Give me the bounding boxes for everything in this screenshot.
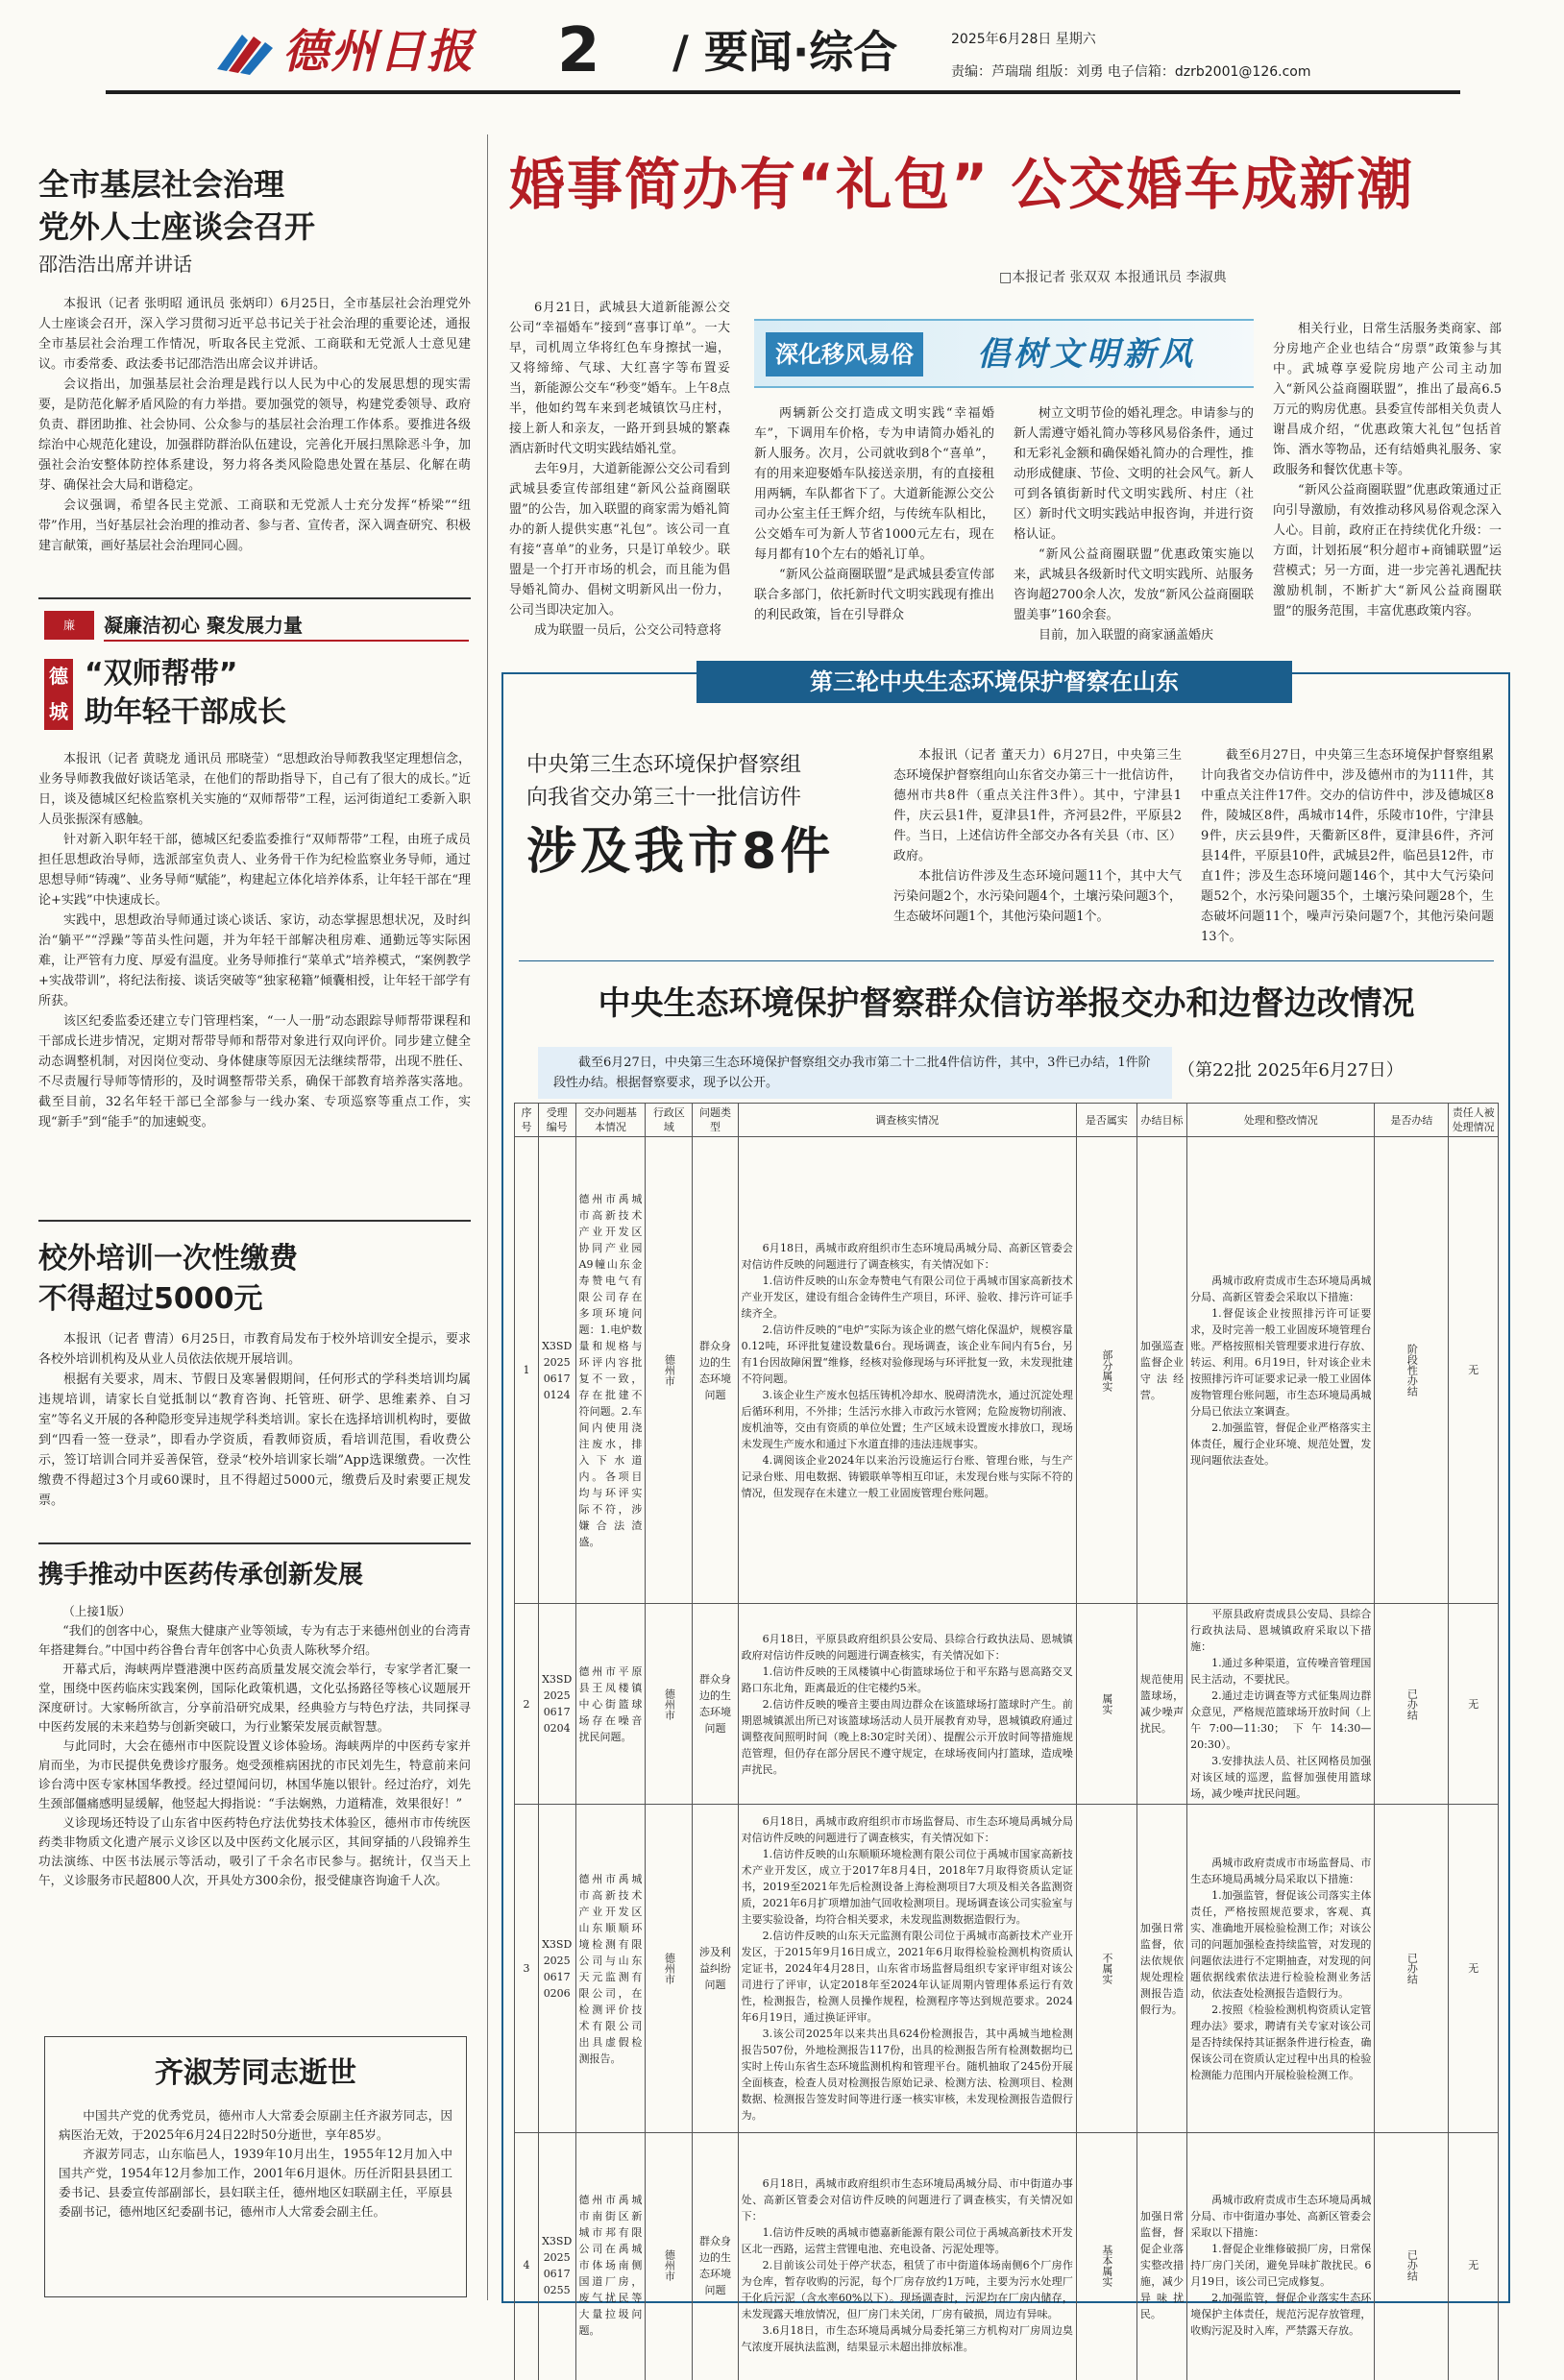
paragraph: 去年9月，大道新能源公交公司看到武城县委宣传部组建“新风公益商圈联盟”的公告，加入联盟的商家需为婚礼简办的新人提供实惠“礼包”。该公司一直有接“喜单”的业务，只是订单较少。联盟是一个打开市场的机会，而且能为倡导婚礼简办、倡树文明新风出一份力，公司当即决定加入。 [509,459,730,620]
article-body [754,403,994,625]
completion-goal: 加强日常监督，依法依规依规处理检测报告造假行为。 [1136,1805,1186,2133]
cell-paragraph: 3.该企业生产废水包括压铸机冷却水、脱碍清洗水，通过沉淀处理后循环利用，不外排；生活污水排入市政污水管网；危险废物切削液、废机油等，交由有资质的单位处置；生产区域未设置废水排放口，现场未发现生产废水和通过下水道直排的违法违规事实。 [742,1387,1073,1452]
paragraph: 本报讯（记者 董天力）6月27日，中央第三生态环境保护督察组向山东省交办第三十一批信访件，德州市共8件（重点关注件3件）。其中，宁津县1件，庆云县1件，夏津县1件，齐河县2件，平原县2件。当日，上述信访件全部交办各有关县（市、区）政府。 [893,745,1182,866]
region-cell-text: 德州市 [662,1953,675,1984]
cell-paragraph: 1.加强监管，督促该公司落实主体责任，严格按照规范要求，客观、真实、准确地开展检验检测工作；对该公司的问题加强检查持续监管，对发现的问题依法进行不定期抽查，对发现的问题依据线索依法进行检验检测业务活动，依法查处检测报告造假行为。 [1190,1887,1371,2002]
investigation-detail [738,1137,1076,1604]
paragraph: 本报讯（记者 张明昭 通讯员 张炳印）6月25日，全市基层社会治理党外人士座谈会召开，深入学习贯彻习近平总书记关于社会治理的重要论述，通报全市基层社会治理工作情况，听取各民主党派、工商联和无党派人士意见建议。市委常委、政法委书记邵浩浩出席会议并讲话。 [38,294,471,375]
article-tutoring-fees [38,1239,471,1511]
handling-detail [1187,1137,1375,1604]
article-body [38,294,471,556]
receipt-id: X3SD202506170255 [538,2133,575,2380]
obituary-title: 齐淑芳同志逝世 [45,2052,466,2095]
cell-paragraph: 1.通过多种渠道，宣传噪音管理国民主活动，不要扰民。 [1190,1655,1371,1688]
article-body [38,1329,471,1511]
paragraph: 6月21日，武城县大道新能源公交公司“幸福婚车”接到“喜事订单”。一大早，司机周立华将红色车身擦拭一遍，又将缔缔、气球、大红喜字等布置妥当，新能源公交车“秒变”婚车。上午8点半，他如约驾车来到老城镇饮马庄村，接上新人和亲友，一路开到县城的繁森酒店新时代文明实践结婚礼堂。 [509,298,730,459]
header-cell: 行政区域 [646,1104,693,1137]
completion-status [1375,1604,1449,1805]
table-row [515,1604,1499,1805]
completion-status-text: 已办结 [1405,1953,1418,1984]
header-cell: 处理和整改情况 [1187,1104,1375,1137]
section-rule [38,1542,471,1544]
wedding-column-2 [754,403,994,625]
cell-paragraph: 1.信访件反映的禹城市德嘉新能源有限公司位于禹城高新技术开发区北一西路，运营主营锂电池、充电设备、污泥处理等。 [742,2224,1073,2257]
completion-goal: 加强巡查监督企业守法经营。 [1136,1137,1186,1604]
newspaper-logo [213,25,540,79]
issue-date: 2025年6月28日 星期六 [951,29,1096,48]
row-number: 2 [515,1604,539,1805]
page-number: 2 [557,17,600,85]
issue-summary: 德州市禹城市高新技术产业开发区山东顺顺环境检测有限公司与山东天元监测有限公司，在检测评价技术有限公司出具虚假检测报告。 [575,1805,646,2133]
paragraph: “新风公益商圈联盟”优惠政策实施以来，武城县各级新时代文明实践所、站服务咨询超2700余人次，发放“新风公益商圈联盟美事”160余套。 [1014,545,1254,625]
handling-detail [1187,2133,1375,2380]
article-title-line1: 全市基层社会治理 [38,163,471,206]
column-banner [44,609,471,642]
responsible-status: 无 [1449,1805,1499,2133]
header-cell: 交办问题基本情况 [575,1104,646,1137]
column-logo-icon: 廉 [44,611,94,640]
article-body [509,298,730,641]
responsible-status: 无 [1449,1137,1499,1604]
report-intro: 截至6月27日，中央第三生态环境保护督察组交办我市第二十二批4件信访件，其中，3件已办结，1件阶段性办结。根据督察要求，现予以公开。 [538,1047,1172,1099]
paragraph: 本报讯（记者 黄晓龙 通讯员 邢晓莹）“思想政治导师教我坚定理想信念，业务导师教我做好谈话笔录，在他们的帮助指导下，自己有了很大的成长。”近日，谈及德城区纪检监察机关实施的“双师帮带”工程，运河街道纪工委新入职人员张振深有感触。 [38,749,471,830]
receipt-id: X3SD202506170204 [538,1604,575,1805]
region-cell [646,1137,693,1604]
wedding-byline: □本报记者 张双双 本报通讯员 李淑典 [999,267,1227,286]
article-body [38,749,471,1132]
logo-wing-icon [213,27,277,77]
verified-status [1076,1137,1136,1604]
masthead [0,0,1564,96]
region-cell [646,1805,693,2133]
cell-paragraph: 1.信访件反映的山东顺顺环境检测有限公司位于禹城市国家高新技术产业开发区，成立于2017年8月4日，2018年7月取得资质认定证书，2019至2021年先后检测设备上海检测项目7大项及相关各监测资质，2021年6月扩项增加油气回收检测项目。现场调查该公司实验室与主要实验设备，均符合相关要求，未发现监测数据造假行为。 [742,1846,1073,1928]
cell-paragraph: 2.加强监管，督促企业严格落实主体责任，履行企业环境、规范处置，发现问题依法查处。 [1190,1420,1371,1469]
receipt-id: X3SD202506170124 [538,1137,575,1604]
article-title-line1: 校外培训一次性缴费 [38,1239,471,1279]
paragraph: 截至6月27日，中央第三生态环境保护督察组累计向我省交办信访件中，涉及德州市的为111件，其中重点关注件17件。交办的信访件中，涉及德城区8件，陵城区8件，禹城市14件，乐陵市10件，宁津县9件，庆云县9件，天衢新区8件，夏津县6件，齐河县14件，平原县10件，武城县2件，临邑县12件，市直1件；涉及生态环境问题146个，其中大气污染问题52个，水污染问题35个，土壤污染问题28个，生态破坏问题11个，噪声污染问题7个，其他污染问题13个。 [1201,745,1494,947]
wedding-column-3 [1014,403,1254,645]
obituary-body [45,2106,466,2222]
completion-goal: 加强日常监督，督促企业落实整改措施，减少异味扰民。 [1136,2133,1186,2380]
header-cell: 是否属实 [1076,1104,1136,1137]
completion-status [1375,1805,1449,2133]
cell-paragraph: 2.通过走访调查等方式征集周边群众意见，严格规范篮球场开放时间（上午7:00—11:30；下午14:30—20:30）。 [1190,1688,1371,1753]
table-row [515,2133,1499,2380]
article-title-line2: 党外人士座谈会召开 [38,206,471,248]
cell-paragraph: 1.督促企业维修破损厂房，日常保持厂房门关闭，避免异味扩散扰民。6月19日，该公司已完成修复。 [1190,2241,1371,2290]
inspection-headline-block [526,749,892,889]
badge-char: 城 [44,694,73,730]
cell-paragraph: 禹城市政府责成市市场监督局、市生态环境局禹城分局采取以下措施： [1190,1855,1371,1887]
inspection-deck-line1: 中央第三生态环境保护督察组 [526,749,892,782]
header-cell: 责任人被处理情况 [1449,1104,1499,1137]
completion-status [1375,1137,1449,1604]
table-body [515,1137,1499,2380]
verified-status-text: 基本属实 [1100,2245,1113,2287]
header-rule [106,90,1460,94]
cell-paragraph: 2.信访件反映的“电炉”实际为该企业的燃气熔化保温炉，规模容量0.12吨，环评批复建设数量6台。现场调查，该企业车间内有5台，另有1台因故障闲置“维修，经核对验修现场与环评批复一致，未发现批建不符问题。 [742,1322,1073,1387]
logo-text: 德州日报 [282,25,540,79]
responsible-status: 无 [1449,1604,1499,1805]
receipt-id: X3SD202506170206 [538,1805,575,2133]
article-title-line2: 不得超过5000元 [38,1279,471,1320]
issue-summary: 德州市禹城市高新技术产业开发区协同产业园A9幢山东金寿赞电气有限公司存在多项环境问题：1.电炉数量和规格与环评内容批复不一致，存在批建不符问题。2.车间内使用浇注废水，排入下水道内。各项目均与环评实际不符，涉嫌合法渣盛。 [575,1137,646,1604]
cell-paragraph: 6月18日，禹城市政府组织市市场监督局、市生态环境局禹城分局对信访件反映的问题进行了调查核实，有关情况如下： [742,1813,1073,1846]
row-number: 1 [515,1137,539,1604]
completion-status-text: 阶段性办结 [1405,1344,1418,1396]
badge-char: 德 [44,659,73,694]
header-cell: 问题类型 [693,1104,738,1137]
banner-left-text: 深化移风易俗 [766,332,923,376]
inspection-headline: 涉及我市8件 [526,814,892,889]
inspection-deck-line2: 向我省交办第三十一批信访件 [526,782,892,814]
region-cell [646,2133,693,2380]
cell-paragraph: 6月18日，禹城市政府组织市生态环境局禹城分局、高新区管委会对信访件反映的问题进行了调查核实，有关情况如下： [742,1240,1073,1273]
issue-summary: 德州市平原县王凤楼镇中心街篮球场存在噪音扰民问题。 [575,1604,646,1805]
completion-goal: 规范使用篮球场，减少噪声扰民。 [1136,1604,1186,1805]
paragraph: 中国共产党的优秀党员，德州市人大常委会原副主任齐淑芳同志，因病医治无效，于2025年6月24日22时50分逝世，享年85岁。 [59,2106,452,2145]
article-dual-mentor [38,655,471,1132]
cell-paragraph: 2.信访件反映的山东天元监测有限公司位于禹城市高新技术产业开发区，于2015年9月16日成立，2021年6月取得检验检测机构资质认定证书，2024年4月28日，山东省市场监督局组织专家评审组对该公司进行了评审，认定2018年至2024年认证周期内管理体系运行有效性，检测报告，检测人员操作规程，检测程序等达到规范要求。2024年6月19日，通过换证评审。 [742,1928,1073,2026]
region-cell [646,1604,693,1805]
paragraph: 根据有关要求，周末、节假日及寒暑假期间，任何形式的学科类培训均属违规培训，请家长自觉抵制以“教育咨询、托管班、研学、思维素养、自习室”等名义开展的各种隐形变异违规学科类培训。家长在选择培训机构时，要做到“四看一签一登录”，即看办学资质，看教师资质，看培训范围，看收费公示，签订培训合同并妥善保管，登录“校外培训家长端”App选课缴费。一次性缴费不得超过3个月或60课时，且不得超过5000元，缴费后及时索要正规发票。 [38,1370,471,1511]
cell-paragraph: 2.信访件反映的噪音主要由周边群众在该篮球场打篮球时产生。前期恩城镇派出所已对该篮球场活动人员开展教育劝导，恩城镇政府通过调整夜间照明时间（晚上8:30定时关闭）、提醒公示开放时间等措施规范管理，但仍存在部分居民不遵守规定，在球场夜间内打篮球，造成噪声扰民。 [742,1696,1073,1778]
header-cell: 序号 [515,1104,539,1137]
cell-paragraph: 6月18日，平原县政府组织县公安局、县综合行政执法局、恩城镇政府对信访件反映的问题进行调查核实，有关情况如下： [742,1631,1073,1664]
report-batch: （第22批 2025年6月27日） [1178,1056,1404,1085]
investigation-detail [738,1805,1076,2133]
cell-paragraph: 平原县政府责成县公安局、县综合行政执法局、恩城镇政府采取以下措施： [1190,1606,1371,1655]
paragraph: 相关行业，日常生活服务类商家、部分房地产企业也结合“房票”政策参与其中。武城尊享爱院房地产公司主动加入“新风公益商圈联盟”，推出了最高6.5万元的购房优惠。县委宣传部相关负责人谢昌成介绍，“优惠政策大礼包”包括首饰、酒水等物品，还有结婚典礼服务、家政服务和餐饮优惠卡等。 [1273,319,1502,480]
table-header-row [515,1104,1499,1137]
paragraph: 齐淑芳同志，山东临邑人，1939年10月出生，1955年12月加入中国共产党，1954年12月参加工作，2001年6月退休。历任沂阳县县团工委书记、县委宣传部副部长，县妇联主任，德州地区妇联副主任，平原县委副书记，德州地区纪委副书记，德州市人大常委会副主任。 [59,2145,452,2222]
region-cell-text: 德州市 [662,1688,675,1720]
cell-paragraph: 禹城市政府责成市生态环境局禹城分局、高新区管委会采取以下措施： [1190,1273,1371,1305]
paragraph: 针对新入职年轻干部，德城区纪委监委推行“双师帮带”工程，由班子成员担任思想政治导师，选派部室负责人、业务骨干作为纪检监察业务导师，通过思想导师“铸魂”、业务导师“赋能”，构建起立体化培养体系，让年轻干部在“理论+实践”中快速成长。 [38,830,471,911]
paragraph: 开幕式后，海峡两岸暨港澳中医药高质量发展交流会举行，专家学者汇聚一堂，围绕中医药临床实践案例，国际化政策机遇，文化弘扬路径等核心议题展开深度研讨。大家畅所欲言，分享前沿研究成果，经典验方与特色疗法，共同探寻中医药发展的未来趋势与创新突破口，为行业繁荣发展贡献智慧。 [38,1660,471,1736]
paragraph: 两辆新公交打造成文明实践“幸福婚车”，下调用车价格，专为申请简办婚礼的新人服务。次月，公司就收到8个“喜单”，有的用来迎娶婚车队接送亲朋，有的直接租用两辆，车队都省下了。大道新能源公交公司办公室主任王辉介绍，与传统车队相比，公交婚车可为新人节省1000元左右，现在每月都有10个左右的婚礼订单。 [754,403,994,565]
column-title: 凝廉洁初心 聚发展力量 [104,609,469,642]
article-body [1201,745,1494,947]
responsible-status: 无 [1449,2133,1499,2380]
table-row [515,1137,1499,1604]
cell-paragraph: 1.信访件反映的王凤楼镇中心街篮球场位于和平东路与恩高路交叉路口东北角，距离最近的住宅楼约5米。 [742,1664,1073,1696]
cell-paragraph: 2.加强监管，督促企业落实生态环境保护主体责任，规范污泥存放管理，收购污泥及时入库，严禁露天存放。 [1190,2290,1371,2339]
header-cell: 办结目标 [1136,1104,1186,1137]
verified-status-text: 不属实 [1100,1953,1113,1984]
editors-line: 责编：芦瑞瑞 组版：刘勇 电子信箱：dzrb2001@126.com [951,61,1310,81]
verified-status [1076,1805,1136,2133]
article-body [1014,403,1254,645]
completion-status [1375,2133,1449,2380]
region-cell-text: 德州市 [662,2249,675,2281]
row-number: 3 [515,1805,539,2133]
wedding-headline: 婚事简办有“礼包” 公交婚车成新潮 [509,146,1470,223]
report-title: 中央生态环境保护督察群众信访举报交办和边督边改情况 [519,972,1494,1035]
paragraph: 成为联盟一员后，公交公司特意将 [509,620,730,641]
issue-summary: 德州市禹城市南街区新城市邦有限公司在禹城市体场南侧国道厂房，废气扰民等大量拉圾问题。 [575,2133,646,2380]
cell-paragraph: 6月18日，禹城市政府组织市生态环境局禹城分局、市中街道办事处、高新区管委会对信访件反映的问题进行了调查核实，有关情况如下： [742,2175,1073,2224]
investigation-detail [738,1604,1076,1805]
cell-paragraph: 3.该公司2025年以来共出具624份检测报告，其中禹城当地检测报告507份，外地检测报告117份，出具的检测报告所有检测数据均已实时上传山东省生态环境监测机构和管理平台。随机抽取了245份开展全面核查，检查人员对检测报告原始记录、检测方法、检测项目、检测数据、检测报告签发时间等进行逐一核实审核，未发现检测报告造假行为。 [742,2026,1073,2124]
issue-type: 群众身边的生态环境问题 [693,1604,738,1805]
row-number: 4 [515,2133,539,2380]
header-cell: 调查核实情况 [738,1104,1076,1137]
inspection-column-1 [893,745,1182,927]
paragraph: （上接1版） [38,1602,471,1621]
article-body [893,745,1182,927]
verified-status-text: 属实 [1100,1693,1113,1714]
article-title-line1: “双师帮带” [85,655,471,693]
cell-paragraph: 2.目前该公司处于停产状态，租赁了市中街道体场南侧6个厂房作为仓库，暂存收购的污泥，每个厂房存放约1万吨，主要为污水处理厂干化后污泥（含水率60%以下）。现场调查时，污泥均在厂房内储存，未发现露天堆放情况，但厂房门未关闭，厂房有破损，周边有异味。 [742,2257,1073,2322]
verified-status [1076,1604,1136,1805]
cell-paragraph: 2.按照《检验检测机构资质认定管理办法》要求，聘请有关专家对该公司是否持续保持其证据条件进行检查，确保该公司在资质认定过程中出具的检验检测能力范围内开展检验检测工作。 [1190,2002,1371,2083]
article-title-line2: 助年轻干部成长 [85,693,471,732]
inspection-column-2 [1201,745,1494,947]
section-rule [519,960,1494,961]
paragraph: 该区纪委监委还建立专门管理档案，“一人一册”动态跟踪导师帮带课程和干部成长进步情况，定期对帮带导师和帮带对象进行双向评价。同步建立健全动态调整机制，对因岗位变动、身体健康等原因无法继续帮带，出现不胜任、不尽责履行导师等情形的，及时调整帮带关系，确保干部教育培养落实落地。截至目前，32名年轻干部已全部参与一线办案、专项巡察等重点工作，实现“新手”到“能手”的加速蜕变。 [38,1011,471,1132]
article-social-governance [38,163,471,556]
inspection-banner: 第三轮中央生态环境保护督察在山东 [696,661,1292,703]
paragraph: 会议指出，加强基层社会治理是践行以人民为中心的发展思想的现实需要，是防范化解矛盾风险的有力举措。要加强党的领导，构建党委领导、政府负责、群团助推、社会协同、公众参与的基层社会治理工作体系。要推进各级综治中心规范化建设，加强群防群治队伍建设，完善化开展扫黑除恶斗争，加强社会治安整体防控体系建设，努力将各类风险隐患处置在基层、化解在萌芽、确保社会大局和谐稳定。 [38,375,471,496]
report-table [514,1103,1499,2380]
region-badge [44,659,73,730]
paragraph: 义诊现场还特设了山东省中医药特色疗法优势技术体验区，德州市市传统医药类非物质文化遗产展示义诊区以及中医药文化展示区，其间穿插的八段锦养生功法演练、中医书法展示等活动，吸引了千余名市民参与。据统计，仅当天上午，义诊服务市民超800人次，开具处方300余份，报受健康咨询逾千人次。 [38,1813,471,1890]
investigation-detail [738,2133,1076,2380]
cell-paragraph: 1.信访件反映的山东金寿赞电气有限公司位于禹城市国家高新技术产业开发区，建设有组合金铸件生产项目，环评、验收、排污许可证手续齐全。 [742,1273,1073,1322]
verified-status [1076,2133,1136,2380]
cell-paragraph: 禹城市政府责成市生态环境局禹城分局、市中街道办事处、高新区管委会采取以下措施： [1190,2192,1371,2241]
paragraph: 树立文明节俭的婚礼理念。申请参与的新人需遵守婚礼简办等移风易俗条件，通过和无彩礼金额和确保婚礼简办的合理性，推动形成健康、节俭、文明的社会风气。新人可到各镇街新时代文明实践所、村庄（社区）新时代文明实践站申报咨询，并进行资格认证。 [1014,403,1254,545]
report-table-wrap [514,1103,1499,2380]
banner-right-text: 倡树文明新风 [977,328,1196,380]
paragraph: 本报讯（记者 曹清）6月25日，市教育局发布于校外培训安全提示，要求各校外培训机构及从业人员依法依规开展培训。 [38,1329,471,1370]
paragraph: “新风公益商圈联盟”优惠政策通过正向引导激励，有效推动移风易俗观念深入人心。目前，政府正在持续优化升级：一方面，计划拓展“积分超市+商铺联盟”运营模式；另一方面，进一步完善礼遇配扶激励机制，不断扩大“新风公益商圈联盟”的服务范围，丰富优惠政策内容。 [1273,480,1502,621]
wedding-column-4 [1273,319,1502,621]
article-tcm [38,1556,471,1890]
paragraph: 与此同时，大会在德州市中医院设置义诊体验场。海峡两岸的中医药专家并肩而坐，为市民提供免费诊疗服务。炮受颈椎病困扰的市民刘先生，特意前来问诊台湾中医专家林国华教授。经过望闻问切，林国华施以银针。经过治疗，刘先生颈部僵痛感明显缓解，他竖起大拇指说：“手法娴熟，力道精准，效果很好！” [38,1736,471,1813]
completion-status-text: 已办结 [1405,2249,1418,2281]
section-rule [38,1220,471,1222]
header-cell: 是否办结 [1375,1104,1449,1137]
issue-type: 涉及利益纠纷问题 [693,1805,738,2133]
handling-detail [1187,1805,1375,2133]
table-row [515,1805,1499,2133]
paragraph: “我们的创客中心，聚焦大健康产业等领域，专为有志于来德州创业的台湾青年搭建舞台。”中国中药谷鲁台青年创客中心负责人陈秋琴介绍。 [38,1621,471,1660]
paragraph: 目前，加入联盟的商家涵盖婚庆 [1014,625,1254,645]
paragraph: 会议强调，希望各民主党派、工商联和无党派人士充分发挥“桥梁”“纽带”作用，当好基层社会治理的推动者、参与者、宣传者，深入调查研究、积极建言献策，画好基层社会治理同心圆。 [38,496,471,556]
cell-paragraph: 3.安排执法人员、社区网格员加强对该区域的巡逻，监督加强使用篮球场，减少噪声扰民问题。 [1190,1753,1371,1802]
section-title: / 要闻·综合 [672,25,897,79]
header-cell: 受理编号 [538,1104,575,1137]
paragraph: “新风公益商圈联盟”是武城县委宣传部联合多部门，依托新时代文明实践现有推出的利民政策，旨在引导群众 [754,565,994,625]
cell-paragraph: 1.督促该企业按照排污许可证要求，及时完善一般工业固废环境管理台账。严格按照相关管理要求进行存放、转运、利用。6月19日，针对该企业未按照排污许可证要求记录一般工业固体废物管理台账问题，市生态环境局禹城分局已依法立案调查。 [1190,1305,1371,1420]
obituary-box [44,2036,467,2297]
handling-detail [1187,1604,1375,1805]
article-body [38,1602,471,1890]
campaign-banner [754,319,1254,388]
article-body [1273,319,1502,621]
completion-status-text: 已办结 [1405,1688,1418,1720]
paragraph: 本批信访件涉及生态环境问题11个，其中大气污染问题2个，水污染问题4个，土壤污染问题3个，生态破坏问题1个，其他污染问题1个。 [893,866,1182,927]
cell-paragraph: 3.6月18日，市生态环境局禹城分局委托第三方机构对厂房周边臭气浓度开展执法监测，结果显示未超出排放标准。 [742,2322,1073,2355]
issue-type: 群众身边的生态环境问题 [693,1137,738,1604]
region-cell-text: 德州市 [662,1354,675,1386]
cell-paragraph: 4.调阅该企业2024年以来治污设施运行台账、管理台账，与生产记录台账、用电数据、铸锻联单等相互印证，未发现台账与实际不符的情况，但发现存在未建立一般工业固废管理台账问题。 [742,1452,1073,1501]
section-rule [38,597,471,599]
column-divider [487,134,488,2300]
issue-type: 群众身边的生态环境问题 [693,2133,738,2380]
article-subtitle: 邵浩浩出席并讲话 [38,248,471,280]
article-title: 携手推动中医药传承创新发展 [38,1556,471,1594]
verified-status-text: 部分属实 [1100,1349,1113,1392]
paragraph: 实践中，思想政治导师通过谈心谈话、家访，动态掌握思想状况，及时纠治“躺平”“浮躁”等苗头性问题，并为年轻干部解决租房难、通勤远等实际困难，让严管有力度、厚爱有温度。业务导师推行“菜单式”培养模式，“案例教学+实战带训”，将纪法衔接、谈话突破等“独家秘籍”倾囊相授，让年轻干部学有所获。 [38,911,471,1011]
wedding-column-1 [509,298,730,641]
